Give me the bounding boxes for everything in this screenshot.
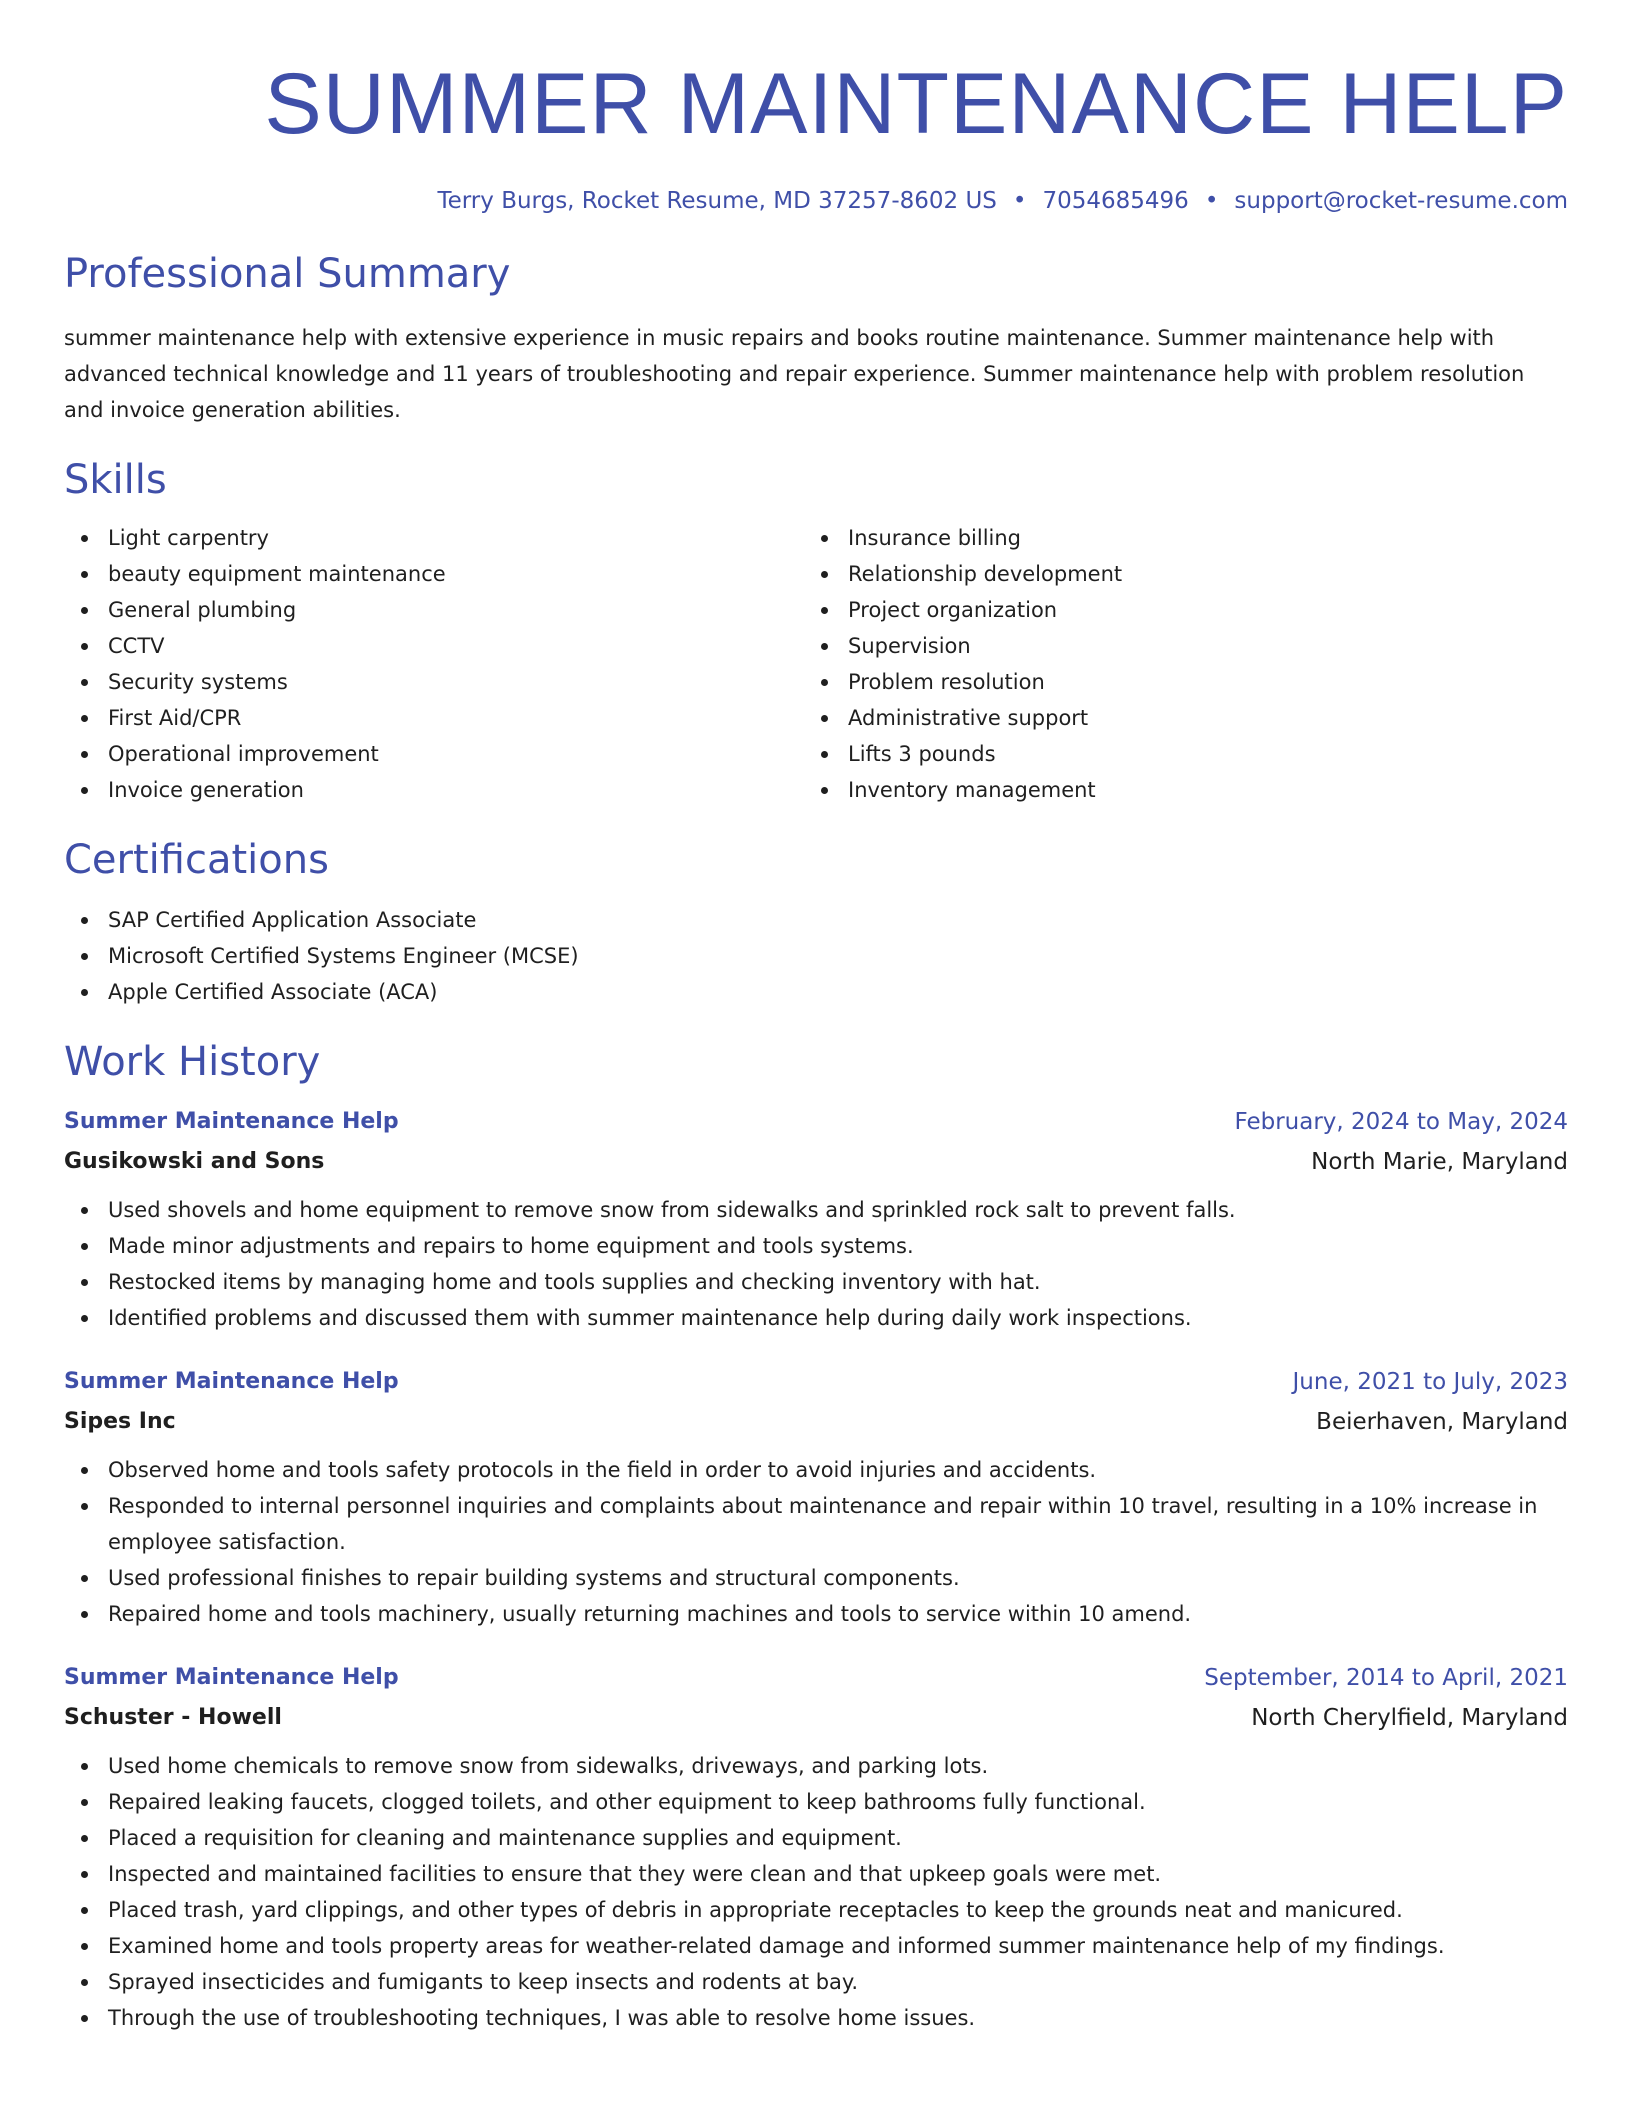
job-bullet: Used home chemicals to remove snow from sidewalks, driveways, and parking lots. [64, 1748, 1568, 1784]
skill-item: General plumbing [64, 592, 804, 628]
job-bullet: Used shovels and home equipment to remove snow from sidewalks and sprinkled rock salt to prevent falls. [64, 1192, 1568, 1228]
job-bullet: Restocked items by managing home and tools supplies and checking inventory with hat. [64, 1264, 1568, 1300]
job-company-row [64, 1142, 1568, 1182]
skill-item: Administrative support [804, 700, 1544, 736]
contact-line [64, 186, 1568, 216]
job-bullets [64, 1748, 1568, 2036]
certification-item: Apple Certified Associate (ACA) [64, 974, 1568, 1010]
skill-item: Supervision [804, 628, 1544, 664]
skill-item: First Aid/CPR [64, 700, 804, 736]
job-bullet: Made minor adjustments and repairs to home equipment and tools systems. [64, 1228, 1568, 1264]
contact-separator: • [1204, 188, 1219, 214]
skill-item: Lifts 3 pounds [804, 736, 1544, 772]
job-location: North Cherylfield, Maryland [1251, 1705, 1568, 1731]
job-bullet: Sprayed insecticides and fumigants to keep insects and rodents at bay. [64, 1964, 1568, 2000]
job-bullet: Inspected and maintained facilities to ensure that they were clean and that upkeep goals were met. [64, 1856, 1568, 1892]
skills-grid [64, 520, 1568, 808]
section-title-certifications: Certifications [64, 837, 329, 883]
job-bullets [64, 1192, 1568, 1336]
job-bullet: Placed a requisition for cleaning and maintenance supplies and equipment. [64, 1820, 1568, 1856]
job-title: Summer Maintenance Help [64, 1665, 399, 1690]
job-bullets [64, 1452, 1568, 1632]
job-bullet: Repaired leaking faucets, clogged toilets, and other equipment to keep bathrooms fully functional. [64, 1784, 1568, 1820]
skill-item: Relationship development [804, 556, 1544, 592]
job-title: Summer Maintenance Help [64, 1369, 399, 1394]
section-title-work-history: Work History [64, 1039, 321, 1085]
job-header-row [64, 1362, 1568, 1402]
contact-address: Terry Burgs, Rocket Resume, MD 37257-8602 US [437, 188, 997, 214]
job-dates: June, 2021 to July, 2023 [1292, 1369, 1568, 1395]
job-company-row [64, 1698, 1568, 1738]
skill-item: Light carpentry [64, 520, 804, 556]
job-bullet: Through the use of troubleshooting techniques, I was able to resolve home issues. [64, 2000, 1568, 2036]
skills-list-right [804, 520, 1544, 808]
job-entry [64, 1658, 1568, 2036]
skill-item: Security systems [64, 664, 804, 700]
certifications-list [64, 902, 1568, 1010]
resume-name: SUMMER MAINTENANCE HELP [264, 56, 1568, 152]
skill-item: Insurance billing [804, 520, 1544, 556]
skill-item: Inventory management [804, 772, 1544, 808]
skill-item: CCTV [64, 628, 804, 664]
job-entry [64, 1362, 1568, 1632]
job-bullet: Identified problems and discussed them with summer maintenance help during daily work inspections. [64, 1300, 1568, 1336]
job-company: Sipes Inc [64, 1409, 176, 1434]
job-bullet: Placed trash, yard clippings, and other types of debris in appropriate receptacles to keep the grounds neat and manicured. [64, 1892, 1568, 1928]
job-header-row [64, 1658, 1568, 1698]
job-company-row [64, 1402, 1568, 1442]
job-dates: February, 2024 to May, 2024 [1234, 1109, 1568, 1135]
job-location: North Marie, Maryland [1311, 1149, 1568, 1175]
contact-phone: 7054685496 [1042, 188, 1189, 214]
job-company: Schuster - Howell [64, 1705, 282, 1730]
skill-item: Invoice generation [64, 772, 804, 808]
summary-text: summer maintenance help with extensive experience in music repairs and books routine maintenance. Summer maintenance help with advanced technical knowledge and 11 years of troubleshooting and repair experience. Summer maintenance help with problem resolution and invoice generation abilities. [64, 326, 1525, 422]
contact-separator: • [1012, 188, 1027, 214]
skills-list-left [64, 520, 804, 808]
job-location: Beierhaven, Maryland [1316, 1409, 1568, 1435]
job-entry [64, 1102, 1568, 1336]
job-dates: September, 2014 to April, 2021 [1204, 1665, 1568, 1691]
skill-item: Problem resolution [804, 664, 1544, 700]
job-bullet: Repaired home and tools machinery, usually returning machines and tools to service within 10 amend. [64, 1596, 1568, 1632]
job-bullet: Used professional finishes to repair building systems and structural components. [64, 1560, 1568, 1596]
job-bullet: Responded to internal personnel inquiries and complaints about maintenance and repair within 10 travel, resulting in a 10% increase in employee satisfaction. [64, 1488, 1568, 1560]
certification-item: SAP Certified Application Associate [64, 902, 1568, 938]
job-bullet: Observed home and tools safety protocols in the field in order to avoid injuries and accidents. [64, 1452, 1568, 1488]
skill-item: Operational improvement [64, 736, 804, 772]
contact-email: support@rocket-resume.com [1234, 188, 1568, 214]
job-header-row [64, 1102, 1568, 1142]
job-title: Summer Maintenance Help [64, 1109, 399, 1134]
job-bullet: Examined home and tools property areas for weather-related damage and informed summer maintenance help of my findings. [64, 1928, 1568, 1964]
certification-item: Microsoft Certified Systems Engineer (MCSE) [64, 938, 1568, 974]
skill-item: Project organization [804, 592, 1544, 628]
section-title-skills: Skills [64, 457, 167, 503]
job-company: Gusikowski and Sons [64, 1149, 325, 1174]
section-title-summary: Professional Summary [64, 251, 511, 297]
skill-item: beauty equipment maintenance [64, 556, 804, 592]
